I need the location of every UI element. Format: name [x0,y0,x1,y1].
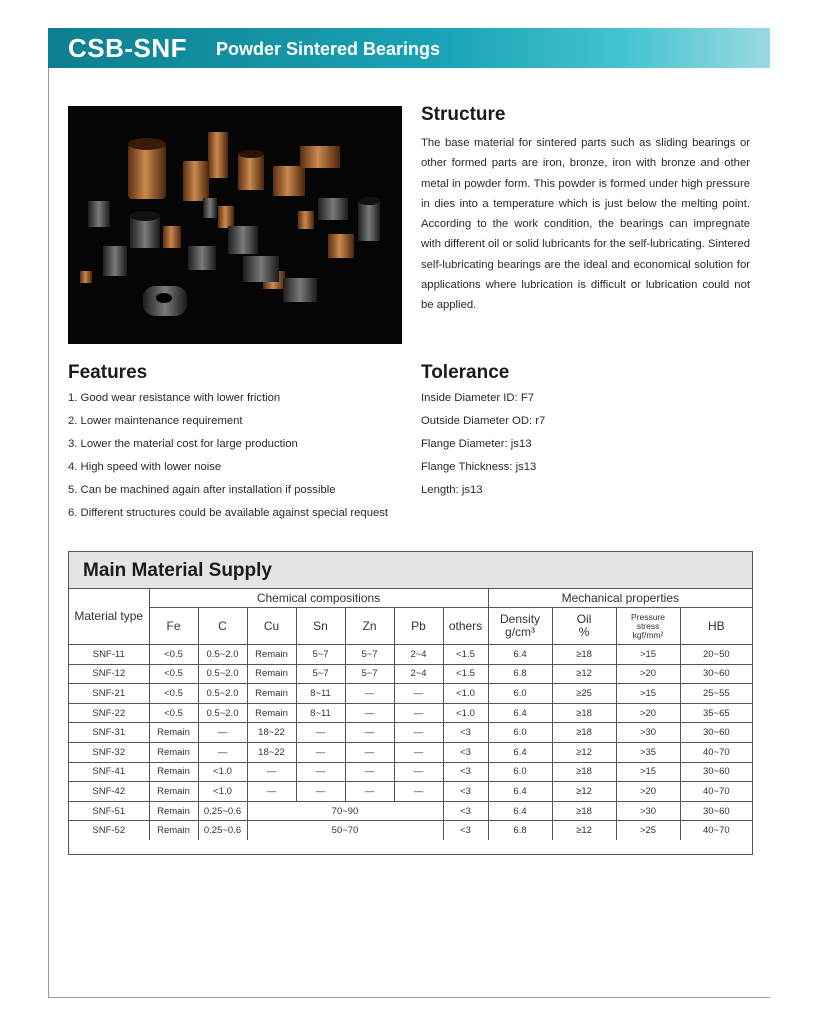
cell-pressure: >30 [616,723,680,743]
product-subtitle: Powder Sintered Bearings [216,39,441,59]
cell-pressure: >15 [616,684,680,704]
cell-type: SNF-52 [69,821,149,840]
cell-hb: 40~70 [680,742,752,762]
cell-sn: — [296,742,345,762]
cell-sn: 5~7 [296,645,345,665]
header-oil-unit: % [578,625,590,639]
cell-c: 0.25~0.6 [198,801,247,821]
header-banner [48,28,770,68]
cell-hb: 25~55 [680,684,752,704]
cell-hb: 30~60 [680,723,752,743]
cell-hb: 30~60 [680,664,752,684]
cell-oil: ≥18 [552,762,616,782]
cell-type: SNF-21 [69,684,149,704]
cell-merged-composition: 70~90 [247,801,443,821]
header-pressure-label2: stress [636,620,660,631]
cell-oil: ≥18 [552,723,616,743]
cell-merged-composition: 50~70 [247,821,443,840]
table-row [69,703,752,723]
cell-type: SNF-32 [69,742,149,762]
cell-cu: Remain [247,645,296,665]
cell-sn: 8~11 [296,703,345,723]
cell-zn: — [345,762,394,782]
cell-oil: ≥12 [552,664,616,684]
cell-hb: 35~65 [680,703,752,723]
cell-others: <3 [443,782,488,802]
cell-c: 0.25~0.6 [198,821,247,840]
cell-density: 6.4 [488,645,552,665]
cell-density: 6.8 [488,664,552,684]
bearings-photo [68,106,402,344]
structure-paragraph: The base material for sintered parts such as sliding bearings or other formed parts are iron, bronze, iron with bronze and other metal in powder form. This powder is formed under high pressure in dies into a temperature which is just below the melting point. According to the work condition, the bearings can impregnate with different oil or solid lubricants for the self-lubricating. Sintered self-lubricating bearings are the ideal and economical solution for applications where lubrication is difficult or lubrication could not be applied. [421,137,750,312]
cell-sn: 5~7 [296,664,345,684]
cell-others: <1.5 [443,664,488,684]
table-row [69,782,752,802]
cell-c: <1.0 [198,762,247,782]
cell-zn: — [345,684,394,704]
cell-pressure: >20 [616,664,680,684]
header-mechanical-properties: Mechanical properties [488,589,752,608]
bearings-illustration [68,106,402,344]
cell-sn: 8~11 [296,684,345,704]
cell-cu: Remain [247,684,296,704]
cell-cu: 18~22 [247,742,296,762]
cell-fe: Remain [149,762,198,782]
cell-others: <3 [443,762,488,782]
cell-others: <1.0 [443,703,488,723]
cell-type: SNF-51 [69,801,149,821]
header-density [488,608,552,645]
table-row [69,821,752,840]
cell-c: <1.0 [198,782,247,802]
feature-item: 1. Good wear resistance with lower friction [68,392,281,404]
cell-type: SNF-31 [69,723,149,743]
cell-fe: <0.5 [149,684,198,704]
cell-pb: — [394,684,443,704]
table-row [69,664,752,684]
cell-type: SNF-22 [69,703,149,723]
cell-cu: — [247,782,296,802]
cell-cu: Remain [247,664,296,684]
feature-item: 4. High speed with lower noise [68,461,222,473]
cell-c: 0.5~2.0 [198,684,247,704]
table-row [69,723,752,743]
cell-fe: Remain [149,742,198,762]
cell-c: 0.5~2.0 [198,645,247,665]
header-c: C [198,608,247,645]
feature-item: 3. Lower the material cost for large production [68,438,298,450]
table-row [69,762,752,782]
cell-hb: 20~50 [680,645,752,665]
header-sn: Sn [296,608,345,645]
cell-pb: 2~4 [394,645,443,665]
tolerance-list [421,390,750,505]
tolerance-item: Flange Thickness: js13 [421,461,537,473]
cell-pressure: >20 [616,703,680,723]
header-hb: HB [680,608,752,645]
cell-density: 6.8 [488,821,552,840]
tolerance-item: Inside Diameter ID: F7 [421,392,535,404]
cell-type: SNF-11 [69,645,149,665]
cell-others: <1.0 [443,684,488,704]
cell-type: SNF-41 [69,762,149,782]
features-list [68,390,397,522]
cell-density: 6.4 [488,703,552,723]
cell-zn: — [345,723,394,743]
cell-others: <3 [443,821,488,840]
header-oil-label: Oil [576,612,592,626]
header-density-label: Density [500,612,541,626]
header-material-type: Material type [69,589,149,645]
cell-type: SNF-12 [69,664,149,684]
cell-density: 6.0 [488,762,552,782]
header-zn: Zn [345,608,394,645]
structure-heading: Structure [421,104,506,125]
product-code: CSB-SNF [68,33,188,63]
cell-density: 6.4 [488,782,552,802]
cell-zn: 5~7 [345,645,394,665]
cell-zn: 5~7 [345,664,394,684]
cell-pressure: >35 [616,742,680,762]
cell-cu: Remain [247,703,296,723]
cell-fe: <0.5 [149,645,198,665]
cell-cu: — [247,762,296,782]
cell-density: 6.4 [488,801,552,821]
cell-others: <3 [443,723,488,743]
cell-density: 6.0 [488,723,552,743]
header-pressure-unit: kgf/mm² [632,629,664,640]
header-others: others [443,608,488,645]
cell-others: <1.5 [443,645,488,665]
cell-oil: ≥12 [552,742,616,762]
header-cu: Cu [247,608,296,645]
cell-fe: Remain [149,723,198,743]
feature-item: 6. Different structures could be available against special request [68,507,389,519]
cell-sn: — [296,782,345,802]
table-row [69,684,752,704]
cell-oil: ≥25 [552,684,616,704]
header-chemical-compositions: Chemical compositions [149,589,488,608]
cell-pb: — [394,723,443,743]
tolerance-item: Outside Diameter OD: r7 [421,415,546,427]
cell-oil: ≥12 [552,782,616,802]
tolerance-item: Length: js13 [421,484,483,496]
cell-density: 6.0 [488,684,552,704]
table-title: Main Material Supply [69,552,752,589]
cell-hb: 40~70 [680,782,752,802]
cell-pb: — [394,703,443,723]
cell-cu: 18~22 [247,723,296,743]
cell-fe: <0.5 [149,664,198,684]
cell-oil: ≥18 [552,801,616,821]
cell-pb: — [394,762,443,782]
cell-hb: 30~60 [680,801,752,821]
cell-zn: — [345,782,394,802]
table-row [69,801,752,821]
cell-zn: — [345,742,394,762]
cell-pb: — [394,742,443,762]
tolerance-heading: Tolerance [421,362,510,383]
cell-oil: ≥12 [552,821,616,840]
cell-pressure: >30 [616,801,680,821]
header-fe: Fe [149,608,198,645]
table-row [69,742,752,762]
table-row [69,645,752,665]
cell-pressure: >25 [616,821,680,840]
cell-fe: <0.5 [149,703,198,723]
header-oil [552,608,616,645]
material-table [69,589,752,840]
tolerance-item: Flange Diameter: js13 [421,438,532,450]
page-border-bottom [48,997,770,998]
cell-pb: — [394,782,443,802]
cell-c: — [198,723,247,743]
material-supply-table [68,551,753,855]
cell-pressure: >15 [616,645,680,665]
cell-fe: Remain [149,782,198,802]
header-pressure [616,608,680,645]
header-density-unit: g/cm³ [505,625,536,639]
cell-hb: 40~70 [680,821,752,840]
cell-type: SNF-42 [69,782,149,802]
cell-oil: ≥18 [552,645,616,665]
cell-fe: Remain [149,801,198,821]
cell-fe: Remain [149,821,198,840]
feature-item: 2. Lower maintenance requirement [68,415,243,427]
cell-sn: — [296,723,345,743]
cell-c: — [198,742,247,762]
cell-pb: 2~4 [394,664,443,684]
cell-c: 0.5~2.0 [198,664,247,684]
cell-c: 0.5~2.0 [198,703,247,723]
cell-others: <3 [443,801,488,821]
cell-pressure: >15 [616,762,680,782]
cell-sn: — [296,762,345,782]
cell-oil: ≥18 [552,703,616,723]
cell-pressure: >20 [616,782,680,802]
cell-others: <3 [443,742,488,762]
cell-zn: — [345,703,394,723]
header-pressure-label: Pressure [631,611,666,622]
page-border-left [48,28,49,998]
cell-hb: 30~60 [680,762,752,782]
feature-item: 5. Can be machined again after installation if possible [68,484,336,496]
cell-density: 6.4 [488,742,552,762]
header-pb: Pb [394,608,443,645]
features-heading: Features [68,362,148,383]
